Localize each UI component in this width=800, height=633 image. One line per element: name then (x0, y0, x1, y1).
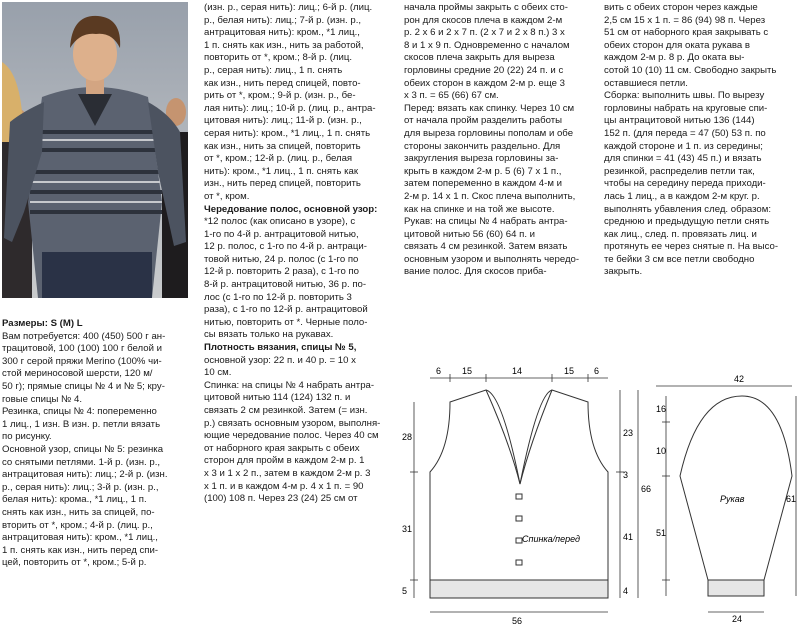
text-line: цей, повторить от *, кром.; 5-й р. (2, 557, 147, 569)
text-line: нить): кром., *1 лиц., 1 п. снять как (204, 165, 359, 177)
text-line: раза), с 1-го по 12-й р. антрацитовой (204, 304, 368, 316)
text-line: протянуть ее через снятые п. На высо- (604, 241, 779, 253)
diagram-svg (398, 364, 800, 628)
vest-rib (430, 580, 608, 598)
sleeve-label: Рукав (720, 494, 745, 504)
button (516, 516, 522, 521)
dim-right-2: 3 (623, 470, 629, 480)
text-line: цитовой нитью 56 (60) 64 п. и (404, 228, 536, 240)
text-line: р., серая нить): лиц.; 3-й р. (изн. р., (2, 481, 159, 493)
text-line: ющие чередование полос. Через 40 см (204, 430, 379, 442)
model-photo (2, 2, 188, 298)
text-line: связать 2 см резинкой. Затем (= изн. (204, 405, 368, 416)
text-line: белая нить): крома., *1 лиц., 1 п. (2, 494, 147, 506)
vest-label: Спинка/перед (522, 534, 581, 544)
text-line: р.) связать основным узором, выполня- (204, 417, 381, 429)
text-line: (100) 108 п. Через 23 (24) 25 см от (204, 493, 358, 505)
text-line: Резинка, спицы № 4: попеременно (2, 406, 157, 418)
dim-bottom: 56 (512, 616, 523, 626)
text-line: стороны закончить раздельно. Для (404, 140, 561, 152)
text-line: стой мериносовой шерсти, 120 м/ (2, 368, 153, 380)
sleeve-outline (680, 396, 792, 580)
text-line: Вам потребуется: 400 (450) 500 г ан- (2, 330, 166, 342)
text-line: чтобы на середину переда приходи- (604, 178, 766, 190)
text-line: 12 р. полос, с 1-го по 4-й р. антраци- (204, 241, 367, 253)
text-line: начала проймы закрыть с обеих сто- (404, 2, 568, 13)
text-line: цитовая нить): лиц.; 11-й р. (изн. р., (204, 115, 362, 127)
sleeve-dim-top: 42 (734, 374, 745, 384)
text-column-4 (604, 2, 778, 279)
sleeve-dim-left-3: 51 (656, 528, 667, 538)
text-line: 1 лиц., 1 изн. В изн. р. петли вязать (2, 418, 161, 430)
text-line: антрацитовая нить): кром., *1 лиц., (2, 532, 158, 544)
text-line: Рукав: на спицы № 4 набрать антра- (404, 216, 568, 228)
text-line: Плотность вязания, спицы № 5, (204, 342, 357, 354)
text-line: скосов плеча закрыть для выреза (404, 52, 555, 64)
text-line: 2,5 см 15 х 1 п. = 86 (94) 98 п. Через (604, 14, 766, 26)
photo-illustration (2, 2, 188, 298)
text-line: по рисунку. (2, 431, 52, 443)
text-line: сы вязать только на рукавах. (204, 329, 334, 341)
text-line: обеих сторон для оката рукава в (604, 39, 750, 51)
text-line: горловины средние 20 (22) 24 п. и с (404, 64, 564, 76)
text-line: 8-й р. антрацитовой нитью, 36 р. по- (204, 279, 367, 291)
text-line: х 1 п. и в каждом 4-м р. 4 х 1 п. = 90 (204, 480, 364, 492)
buttons (516, 494, 522, 565)
text-line: вторить от *, кром.; 4-й р. (лиц. р., (2, 519, 153, 531)
text-line: каждой стороне и 1 п. из середины; (604, 140, 763, 152)
text-line: лос (с 1-го по 12-й р. повторить 3 (204, 291, 352, 303)
text-line: затем попеременно в каждом 4-м и (404, 178, 562, 190)
text-line: р. 2 х 6 и 2 х 7 п. (2 х 7 и 2 х 8 п.) 3 х (404, 27, 565, 39)
text-line: 1-го по 4-й р. антрацитовой нитью, (204, 228, 359, 240)
text-line: резинкой, распределив петли так, (604, 165, 755, 177)
text-line: Перед: вязать как спинку. Через 10 см (404, 102, 575, 114)
dim-left-3: 5 (402, 586, 408, 596)
text-line: р., белая нить): лиц.; 7-й р. (изн. р., (204, 14, 362, 26)
dim-right-5: 4 (623, 586, 629, 596)
dim-top-2: 15 (462, 366, 473, 376)
text-line: х 3 и 1 х 2 п., затем в каждом 2-м р. 3 (204, 467, 371, 479)
dim-right-4: 66 (641, 484, 652, 494)
dim-right-1: 23 (623, 428, 634, 438)
sleeve-rib (708, 580, 764, 596)
text-line: 300 г серой пряжи Merino (100% чи- (2, 355, 162, 367)
text-line: от наборного края закрыть с обеих (204, 442, 360, 454)
text-line: нитью, повторить от *. Черные поло- (204, 316, 368, 328)
text-line: сотой 10 (10) 11 см. Свободно закрыть (604, 64, 777, 76)
text-line: антрацитовая нить): лиц.; 2-й р. (изн. (2, 469, 168, 481)
text-line: лась 1 лиц., а в каждом 2-м круг. р. (604, 190, 760, 202)
text-line: как изн., нить перед спицей, повто- (204, 77, 361, 89)
pattern-diagram (398, 364, 800, 633)
text-line: как на спинке и на той же высоте. (404, 203, 555, 215)
dim-top-3: 14 (512, 366, 523, 376)
text-line: как лиц., след. п. провязать лиц. и (604, 228, 757, 240)
text-line: вить с обеих сторон через каждые (604, 2, 758, 13)
dim-top-1: 6 (436, 366, 442, 376)
text-line: (изн. р., серая нить): лиц.; 6-й р. (лиц. (204, 2, 373, 13)
dim-top-5: 6 (594, 366, 600, 376)
text-line: 50 г); прямые спицы № 4 и № 5; кру- (2, 380, 165, 392)
text-line: 1 п. снять как изн., нить за работой, (204, 39, 364, 51)
text-line: Спинка: на спицы № 4 набрать антра- (204, 379, 375, 391)
text-line: обеих сторон в каждом 2-м р. еще 3 (404, 77, 565, 89)
text-line: изн., нить перед спицей, повторить (204, 178, 361, 190)
text-line: для выреза горловины пополам и обе (404, 127, 574, 139)
button (516, 560, 522, 565)
sleeve-dim-left-1: 16 (656, 404, 667, 414)
dim-right-3: 41 (623, 532, 634, 542)
text-line: цитовой нитью 114 (124) 132 п. и (204, 392, 351, 404)
text-line: серая нить): кром., *1 лиц., 1 п. снять (204, 127, 371, 139)
dim-left-2: 31 (402, 524, 413, 534)
sleeve-dim-right: 61 (786, 494, 797, 504)
text-line: горловины набрать на круговые спи- (604, 102, 768, 114)
text-line: от *, кром.; 12-й р. (лиц. р., белая (204, 153, 353, 165)
text-line: Основной узор, спицы № 5: резинка (2, 443, 164, 455)
text-line: снять как изн., нить за спицей, по- (2, 506, 155, 518)
sleeve-dim-left-2: 10 (656, 446, 667, 456)
dim-left-1: 28 (402, 432, 413, 442)
text-line: крыть в каждом 2-м р. 5 (6) 7 х 1 п., (404, 165, 562, 177)
text-line: связать 4 см резинкой. Затем вязать (404, 241, 568, 253)
text-line: от *, кром. (204, 190, 250, 202)
text-line: рон для скосов плеча в каждом 2-м (404, 14, 563, 26)
text-line: цы антрацитовой нитью 136 (144) (604, 115, 755, 127)
text-line: 1 п. снять как изн., нить перед спи- (2, 544, 159, 556)
text-line: трацитовой, 100 (100) 100 г белой и (2, 343, 162, 355)
text-line: повторить от *, кром.; 8-й р. (лиц. (204, 52, 353, 64)
text-line: основной узор: 22 п. и 40 р. = 10 х (204, 354, 356, 366)
text-column-2 (204, 2, 380, 506)
dimension-lines (410, 374, 796, 612)
text-line: для спинки = 41 (43) 45 п.) и вязать (604, 153, 762, 165)
text-line: со снятыми петлями. 1-й р. (изн. р., (2, 456, 161, 468)
text-line: оставшиеся петли. (604, 77, 688, 89)
text-line: среднюю и предыдущую петли снять (604, 216, 770, 228)
text-line: х 3 п. = 65 (66) 67 см. (404, 90, 499, 102)
text-line: от начала пройм разделить работы (404, 115, 562, 127)
text-line: Сборка: выполнить швы. По вырезу (604, 90, 765, 102)
text-line: как изн., нить за спицей, повторить (204, 140, 361, 152)
text-line: 12-й р. повторить 2 раза), с 1-го по (204, 266, 359, 278)
jeans (42, 252, 152, 298)
text-line: 10 см. (204, 367, 232, 379)
text-line: антрацитовая нить): кром., *1 лиц., (204, 27, 360, 39)
text-line: те бейки 3 см все петли свободно (604, 253, 755, 265)
neckline (486, 390, 552, 484)
button (516, 494, 522, 499)
text-column-3 (404, 2, 579, 279)
text-line: каждом 2-м р. 8 р. До оката вы- (604, 52, 745, 64)
text-line: 8 и 1 х 9 п. Одновременно с началом (404, 39, 570, 51)
text-line: Размеры: S (M) L (2, 318, 83, 329)
text-line: товой нитью, 24 р. полос (с 1-го по (204, 253, 359, 265)
text-line: вание полос. Для скосов приба- (404, 266, 547, 278)
text-line: рить от *, кром.; 9-й р. (изн. р., бе- (204, 90, 356, 102)
text-line: основным узором и выполнять чередо- (404, 253, 580, 265)
text-line: 2-м р. 14 х 1 п. Скос плеча выполнить, (404, 190, 576, 202)
text-line: сторон для пройм в каждом 2-м р. 1 (204, 455, 365, 467)
text-line: говые спицы № 4. (2, 393, 82, 405)
text-line: р., серая нить): лиц., 1 п. снять (204, 64, 343, 76)
text-line: *12 полос (как описано в узоре), с (204, 216, 356, 228)
text-line: лая нить): лиц.; 10-й р. (лиц. р., антра- (204, 102, 376, 114)
text-line: выполнять убавления след. образом: (604, 203, 772, 215)
sleeve-dim-bottom: 24 (732, 614, 743, 624)
text-line: 152 п. (для переда = 47 (50) 53 п. по (604, 127, 766, 139)
text-line: 51 см от наборного края закрывать с (604, 27, 769, 39)
text-line: закругления выреза горловины за- (404, 153, 559, 165)
dim-top-4: 15 (564, 366, 575, 376)
text-line: закрыть. (604, 266, 643, 278)
text-column-1 (2, 318, 168, 570)
text-line: Чередование полос, основной узор: (204, 203, 378, 215)
